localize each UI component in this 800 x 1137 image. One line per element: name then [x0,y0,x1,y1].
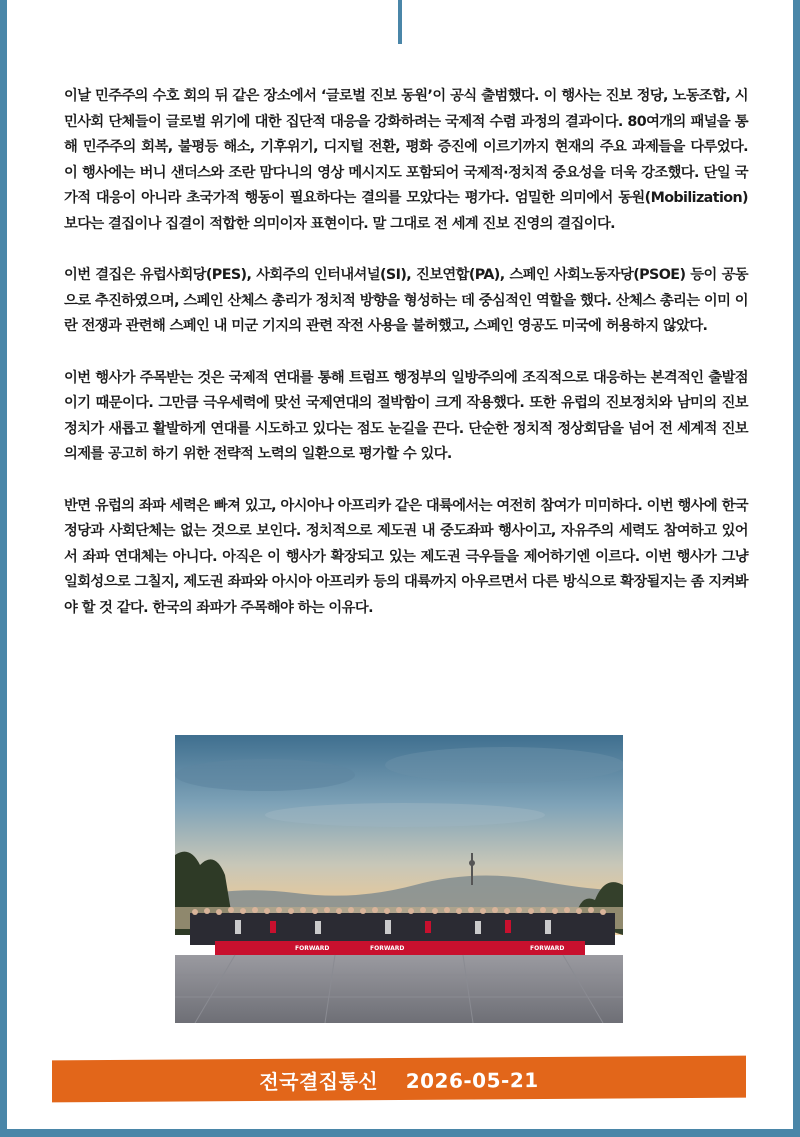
top-divider [398,0,402,44]
paragraph-3: 이번 행사가 주목받는 것은 국제적 연대를 통해 트럼프 행정부의 일방주의에 조직적으로 대응하는 본격적인 출발점이기 때문이다. 그만큼 극우세력에 맞선 국제연대의 절박함이 크게 작용했다. 또한 유럽의 진보정치와 남미의 진보정치가 새롭고 활발하게 연대를 시도하고 있다는 점도 눈길을 끈다. 단순한 정치적 정상회담을 넘어 전 세계적 진보 의제를 공고히 하기 위한 전략적 노력의 일환으로 평가할 수 있다. [64,369,748,463]
svg-text:FORWARD: FORWARD [530,945,565,952]
publication-date: 2026-05-21 [405,1067,539,1093]
publication-name: 전국결집통신 [259,1068,379,1094]
footer-text [249,1063,548,1094]
group-photo [175,735,623,1023]
svg-text:FORWARD: FORWARD [295,945,330,952]
footer-banner [52,1056,746,1103]
svg-text:FORWARD: FORWARD [370,945,405,952]
paragraph-2: 이번 결집은 유럽사회당(PES), 사회주의 인터내셔널(SI), 진보연합(PA), 스페인 사회노동자당(PSOE) 등이 공동으로 추진하였으며, 스페인 산체스 총리가 정치적 방향을 형성하는 데 중심적인 역할을 했다. 산체스 총리는 이미 이란 전쟁과 관련해 스페인 내 미군 기지의 관련 작전 사용을 불허했고, 스페인 영공도 미국에 허용하지 않았다. [64,267,748,335]
paragraph-1: 이날 민주주의 수호 회의 뒤 같은 장소에서 ‘글로벌 진보 동원’이 공식 출범했다. 이 행사는 진보 정당, 노동조합, 시민사회 단체들이 글로벌 위기에 대한 집단적 대응을 강화하려는 국제적 수렴 과정의 결과이다. 80여개의 패널을 통해 민주주의 회복, 불평등 해소, 기후위기, 디지털 전환, 평화 증진에 이르기까지 현재의 주요 과제들을 다루었다. 이 행사에는 버니 샌더스와 조란 맘다니의 영상 메시지도 포함되어 국제적·정치적 중요성을 더욱 강조했다. 단일 국가적 대응이 아니라 초국가적 행동이 필요하다는 결의를 모았다는 평가다. 엄밀한 의미에서 동원(Mobilization) 보다는 결집이나 집결이 적합한 의미이자 표현이다. 말 그대로 전 세계 진보 진영의 결집이다. [64,88,748,232]
paragraph-4: 반면 유럽의 좌파 세력은 빠져 있고, 아시아나 아프리카 같은 대륙에서는 여전히 참여가 미미하다. 이번 행사에 한국 정당과 사회단체는 없는 것으로 보인다. 정치적으로 제도권 내 중도좌파 행사이고, 자유주의 세력도 참여하고 있어서 좌파 연대체는 아니다. 아직은 이 행사가 확장되고 있는 제도권 극우들을 제어하기엔 이르다. 이번 행사가 그냥 일회성으로 그칠지, 제도권 좌파와 아시아 아프리카 등의 대륙까지 아우르면서 다른 방식으로 확장될지는 좀 지켜봐야 할 것 같다. 한국의 좌파가 주목해야 하는 이유다. [64,497,748,616]
article-body [64,84,748,647]
